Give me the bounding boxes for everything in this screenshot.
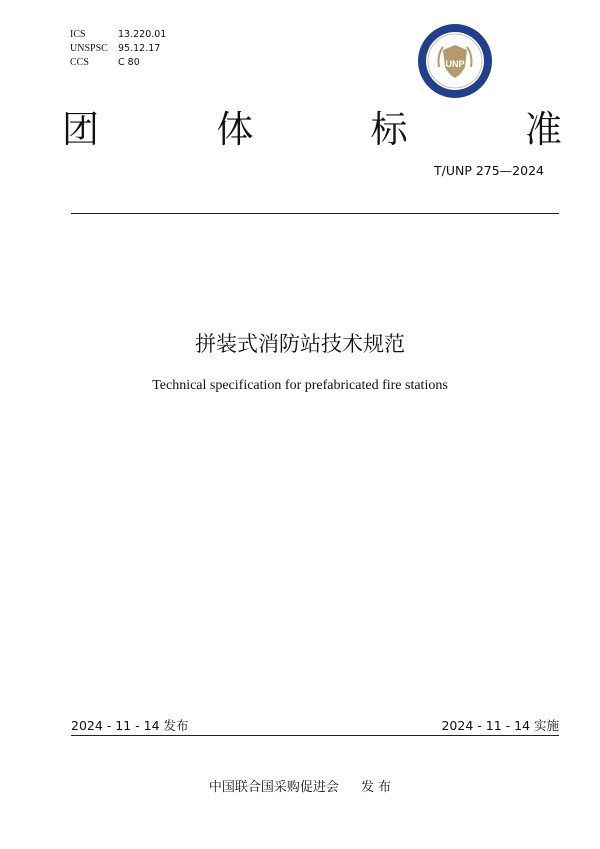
doc-type-char: 标	[370, 108, 408, 151]
document-type-heading	[62, 105, 562, 155]
issuer-line	[0, 776, 600, 795]
title-chinese: 拼装式消防站技术规范	[195, 332, 405, 356]
document-number: T/UNP 275—2024	[433, 163, 544, 178]
implementation-date: 2024 - 11 - 14 实施	[441, 718, 559, 733]
doc-type-char: 准	[524, 108, 562, 151]
logo-text: UNP	[445, 59, 465, 69]
code-value: 95.12.17	[118, 43, 161, 54]
code-row-ics	[70, 28, 166, 42]
code-label: CCS	[70, 57, 89, 68]
code-value: 13.220.01	[118, 29, 167, 40]
doc-type-char: 体	[216, 108, 254, 151]
doc-type-char: 团	[62, 108, 99, 151]
issuer-organization: 中国联合国采购促进会	[208, 780, 339, 795]
issue-date: 2024 - 11 - 14 发布	[71, 718, 189, 733]
code-row-unspsc	[70, 42, 166, 56]
issuer-action: 发 布	[360, 780, 392, 795]
code-label: UNSPSC	[70, 43, 108, 54]
code-row-ccs	[70, 56, 166, 70]
title-english: Technical specification for prefabricated fire stations	[152, 378, 448, 393]
classification-codes	[70, 28, 166, 70]
code-value: C 80	[118, 57, 140, 68]
code-label: ICS	[70, 29, 86, 40]
top-divider	[71, 213, 559, 214]
unp-seal-logo	[417, 23, 493, 99]
bottom-divider	[71, 735, 559, 736]
